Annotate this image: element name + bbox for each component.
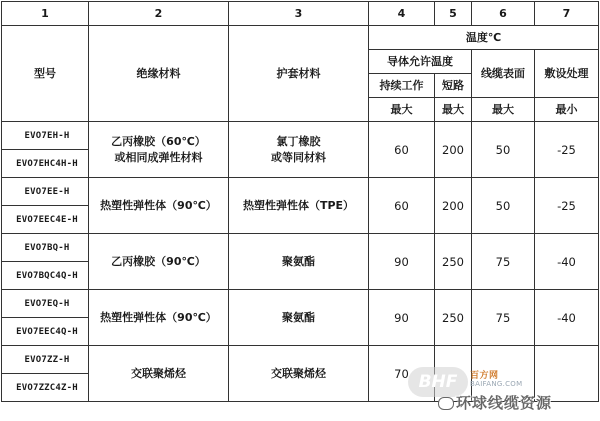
watermark-site: 百方网 [470,371,499,381]
continuous-cell: 90 [369,234,435,290]
surface-cell: 75 [472,234,535,290]
install-cell: -25 [535,122,599,178]
header-installation: 敷设处理 [535,50,599,98]
header-model: 型号 [2,26,89,122]
table-row [2,346,599,374]
model-cell: EVO7EQ-H [2,290,89,318]
header-temperature: 温度℃ [369,26,599,50]
wechat-icon [438,397,454,410]
sheath-cell: 聚氨酯 [229,234,369,290]
sheath-line: 氯丁橡胶 [276,134,321,148]
header-insulation: 绝缘材料 [89,26,229,122]
surface-cell: 75 [472,290,535,346]
short-circuit-cell: 250 [435,290,472,346]
watermark-site-url: BAIFANG.COM [470,380,523,388]
continuous-cell: 70 [369,346,435,402]
column-number: 6 [472,2,535,26]
header-cable-surface: 线缆表面 [472,50,535,98]
sheath-cell: 热塑性弹性体（TPE） [229,178,369,234]
table-row [2,234,599,262]
header-max: 最大 [369,98,435,122]
insulation-cell: 乙丙橡胶（90℃） [89,234,229,290]
continuous-cell: 60 [369,178,435,234]
model-cell: EVO7EEC4E-H [2,206,89,234]
install-cell: -40 [535,234,599,290]
model-cell: EVO7BQC4Q-H [2,262,89,290]
header-max: 最大 [472,98,535,122]
model-cell: EVO7ZZC4Z-H [2,374,89,402]
insulation-line: 乙丙橡胶（60℃） [111,134,206,148]
column-number: 3 [229,2,369,26]
column-number: 7 [535,2,599,26]
header-max: 最大 [435,98,472,122]
sheath-cell: 聚氨酯 [229,290,369,346]
install-cell: -25 [535,178,599,234]
table-row [2,122,599,150]
sheath-line: 或等同材料 [271,150,326,164]
model-cell: EVO7EHC4H-H [2,150,89,178]
watermark-account: 环球线缆资源 [456,394,553,412]
sheath-cell: 交联聚烯烃 [229,346,369,402]
short-circuit-cell: 200 [435,122,472,178]
surface-cell: 50 [472,178,535,234]
insulation-cell [89,122,229,178]
model-cell: EVO7EH-H [2,122,89,150]
model-cell: EVO7ZZ-H [2,346,89,374]
column-number: 4 [369,2,435,26]
watermark-logo: BHF [408,367,468,397]
install-cell: -40 [535,290,599,346]
column-number-row [2,2,599,26]
short-circuit-cell: 250 [435,234,472,290]
column-number: 1 [2,2,89,26]
continuous-cell: 90 [369,290,435,346]
continuous-cell: 60 [369,122,435,178]
header-sheath: 护套材料 [229,26,369,122]
short-circuit-cell: 200 [435,178,472,234]
cable-spec-table [1,1,599,402]
insulation-cell: 热塑性弹性体（90℃） [89,290,229,346]
surface-cell: 50 [472,122,535,178]
insulation-cell: 交联聚烯烃 [89,346,229,402]
header-continuous: 持续工作 [369,74,435,98]
insulation-line: 或相同成弹性材料 [114,150,203,164]
header-row [2,26,599,50]
table-row [2,290,599,318]
insulation-cell: 热塑性弹性体（90℃） [89,178,229,234]
column-number: 5 [435,2,472,26]
header-min: 最小 [535,98,599,122]
header-short-circuit: 短路 [435,74,472,98]
column-number: 2 [89,2,229,26]
model-cell: EVO7EE-H [2,178,89,206]
sheath-cell [229,122,369,178]
model-cell: EVO7EEC4Q-H [2,318,89,346]
table-row [2,178,599,206]
model-cell: EVO7BQ-H [2,234,89,262]
header-conductor-allowed: 导体允许温度 [369,50,472,74]
